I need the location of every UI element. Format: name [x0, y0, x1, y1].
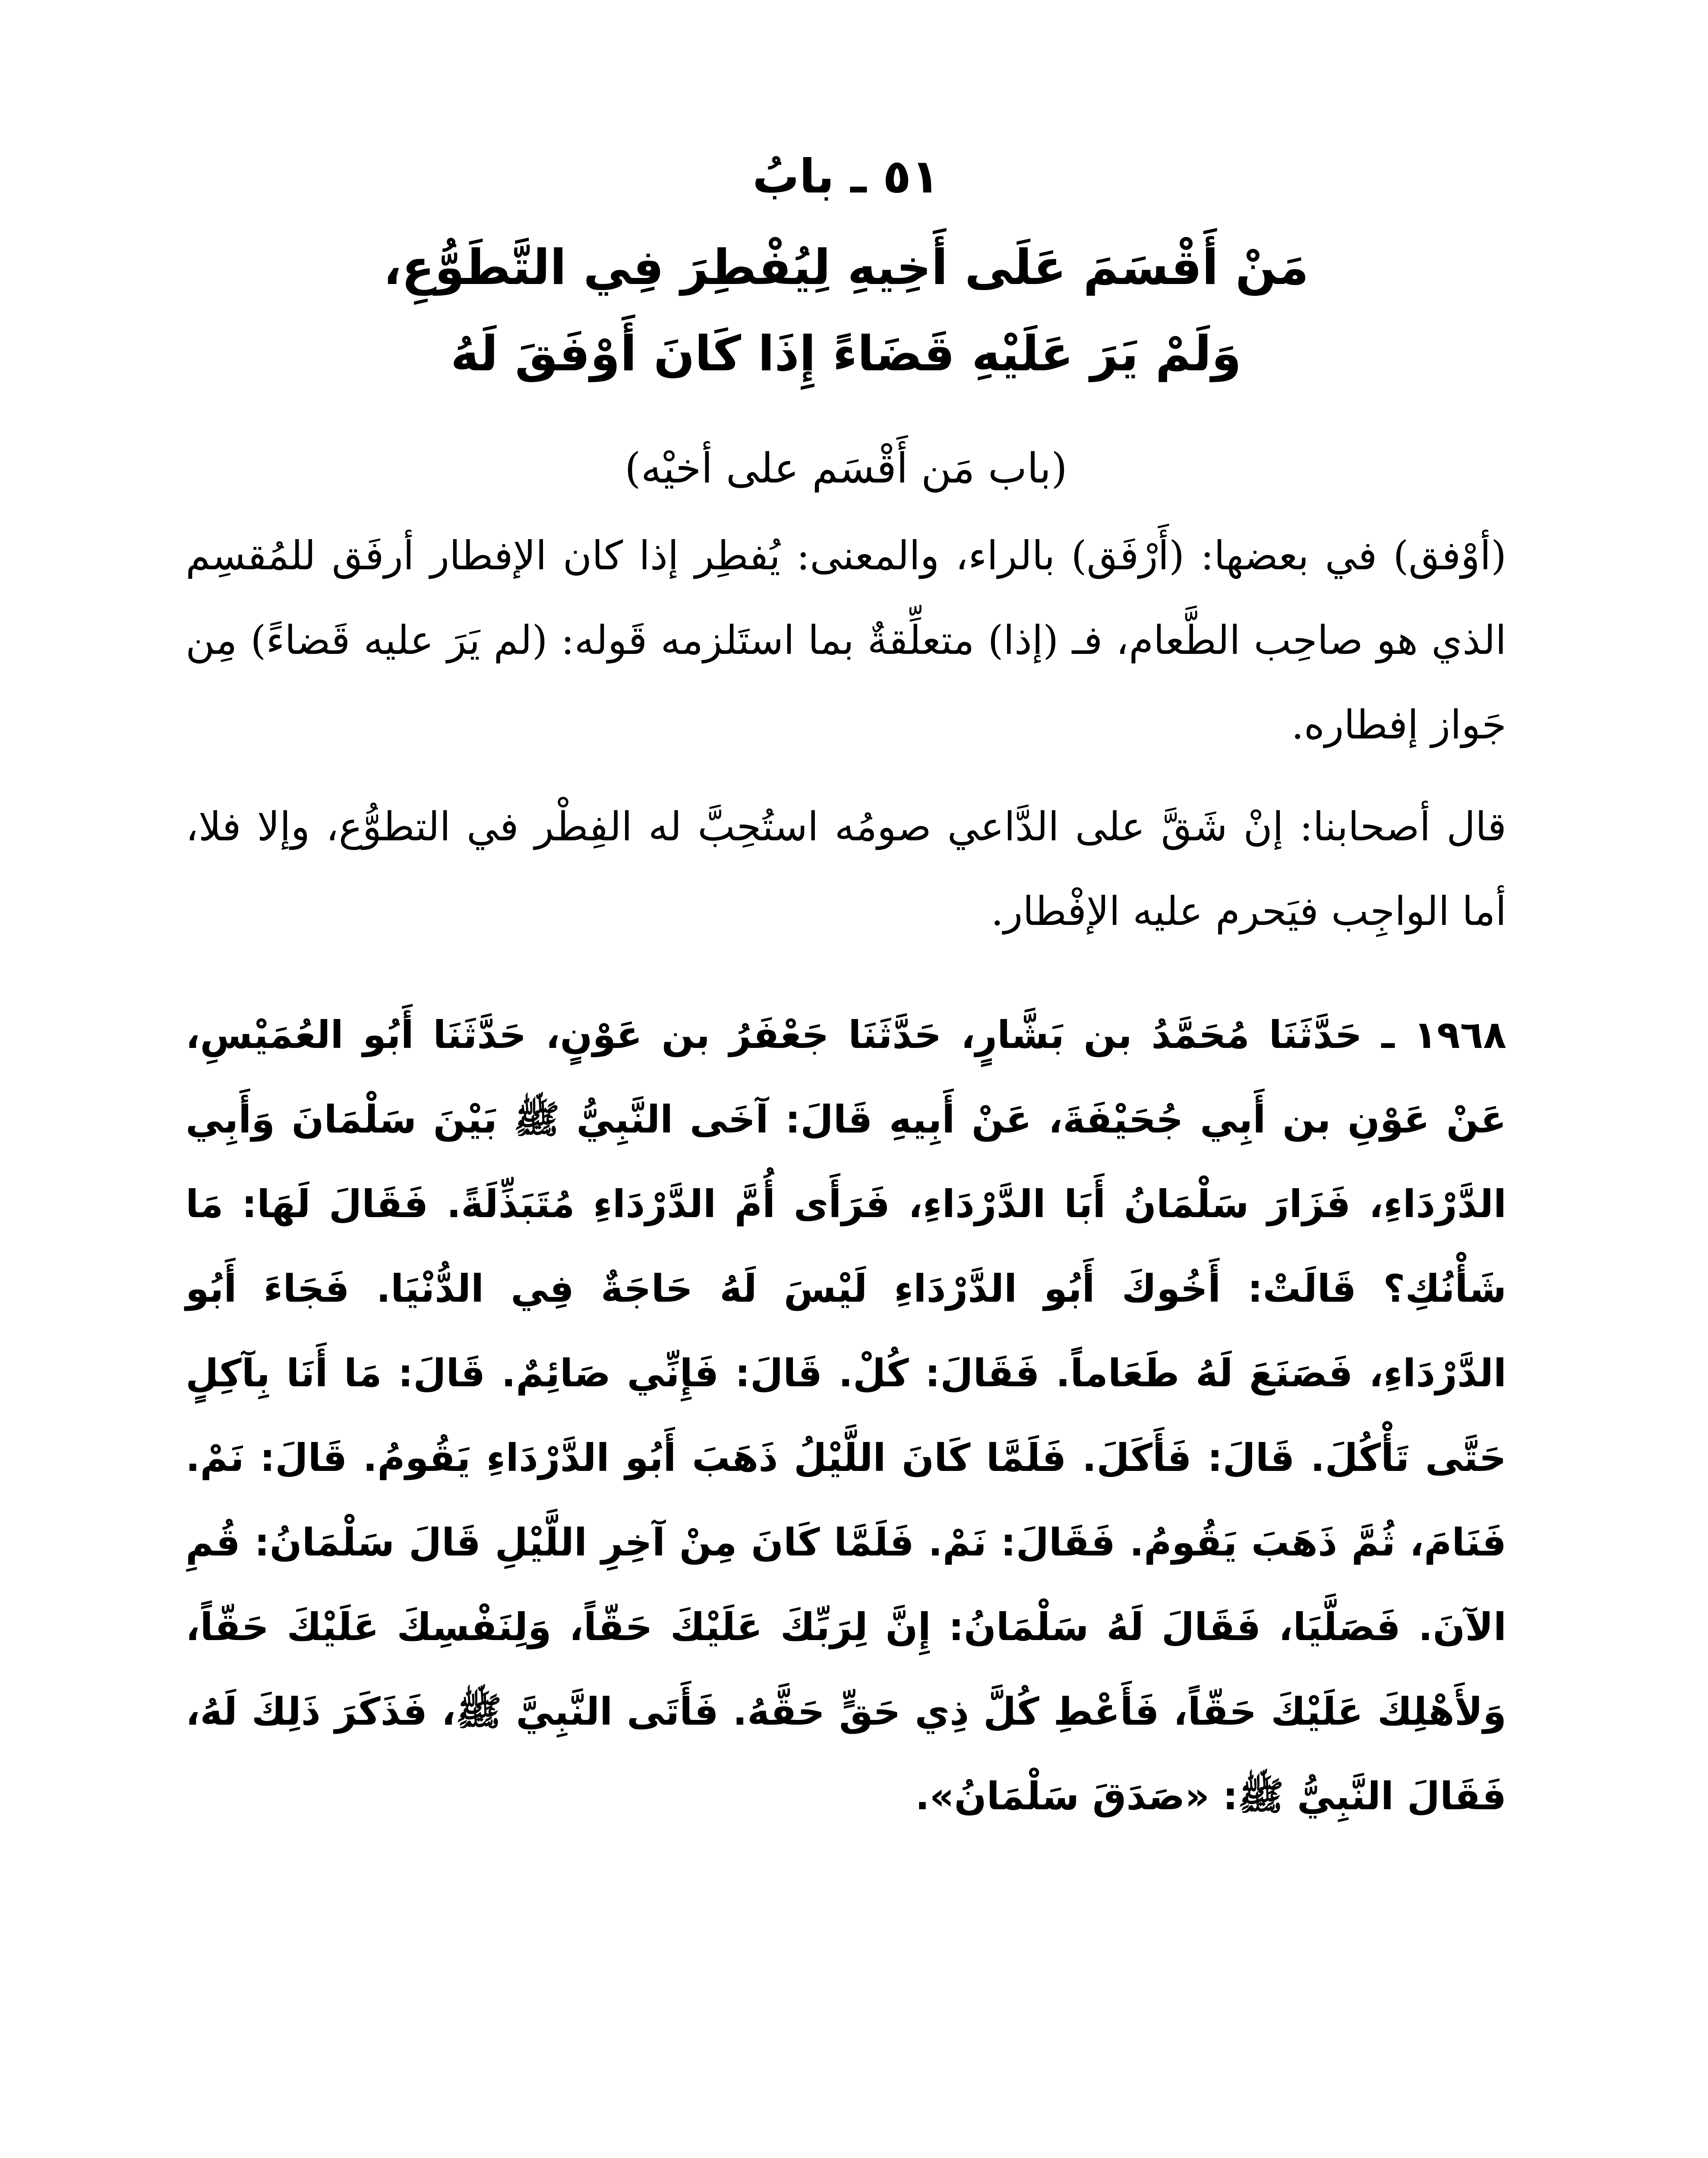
chapter-number: ٥١ ـ بابُ	[752, 150, 940, 204]
hadith-text: ١٩٦٨ ـ حَدَّثَنَا مُحَمَّدُ بن بَشَّارٍ، حَدَّثَنَا جَعْفَرُ بن عَوْنٍ، حَدَّثَنَا أَبُو العُمَيْسِ، عَنْ عَوْنِ بن أَبِي جُحَيْفَةَ، عَنْ أَبِيهِ قَالَ: آخَى النَّبِيُّ ﷺ بَيْنَ سَلْمَانَ وَأَبِي الدَّرْدَاءِ، فَزَارَ سَلْمَانُ أَبَا الدَّرْدَاءِ، فَرَأَى أُمَّ الدَّرْدَاءِ مُتَبَذِّلَةً. فَقَالَ لَهَا: مَا شَأْنُكِ؟ قَالَتْ: أَخُوكَ أَبُو الدَّرْدَاءِ لَيْسَ لَهُ حَاجَةٌ فِي الدُّنْيَا. فَجَاءَ أَبُو الدَّرْدَاءِ، فَصَنَعَ لَهُ طَعَاماً. فَقَالَ: كُلْ. قَالَ: فَإِنِّي صَائِمٌ. قَالَ: مَا أَنَا بِآكِلٍ حَتَّى تَأْكُلَ. قَالَ: فَأَكَلَ. فَلَمَّا كَانَ اللَّيْلُ ذَهَبَ أَبُو الدَّرْدَاءِ يَقُومُ. قَالَ: نَمْ. فَنَامَ، ثُمَّ ذَهَبَ يَقُومُ. فَقَالَ: نَمْ. فَلَمَّا كَانَ مِنْ آخِرِ اللَّيْلِ قَالَ سَلْمَانُ: قُمِ الآنَ. فَصَلَّيَا، فَقَالَ لَهُ سَلْمَانُ: إِنَّ لِرَبِّكَ عَلَيْكَ حَقّاً، وَلِنَفْسِكَ عَلَيْكَ حَقّاً، وَلأَهْلِكَ عَلَيْكَ حَقّاً، فَأَعْطِ كُلَّ ذِي حَقٍّ حَقَّهُ. فَأَتَى النَّبِيَّ ﷺ، فَذَكَرَ ذَلِكَ لَهُ، فَقَالَ النَّبِيُّ ﷺ: «صَدَقَ سَلْمَانُ».	[186, 1013, 1506, 1818]
book-page	[186, 142, 1506, 2158]
commentary-heading: (باب مَن أَقْسَم على أخيْه)	[625, 444, 1067, 492]
chapter-title	[186, 224, 1506, 397]
commentary-paragraph: (أوْفق) في بعضها: (أَرْفَق) بالراء، والمعنى: يُفطِر إذا كان الإفطار أرفَق للمُقسِم الذي هو صاحِب الطَّعام، فـ (إذا) متعلِّقةٌ بما استَلزمه قَوله: (لم يَرَ عليه قَضاءً) مِن جَواز إفطاره.	[186, 533, 1506, 748]
chapter-title-line: مَنْ أَقْسَمَ عَلَى أَخِيهِ لِيُفْطِرَ فِي التَّطَوُّعِ،	[383, 240, 1309, 296]
chapter-title-line: وَلَمْ يَرَ عَلَيْهِ قَضَاءً إِذَا كَانَ أَوْفَقَ لَهُ	[450, 326, 1242, 382]
commentary-paragraph: قال أصحابنا: إنْ شَقَّ على الدَّاعي صومُه استُحِبَّ له الفِطْر في التطوُّع، وإلا فلا، أما الواجِب فيَحرم عليه الإفْطار.	[186, 804, 1506, 934]
